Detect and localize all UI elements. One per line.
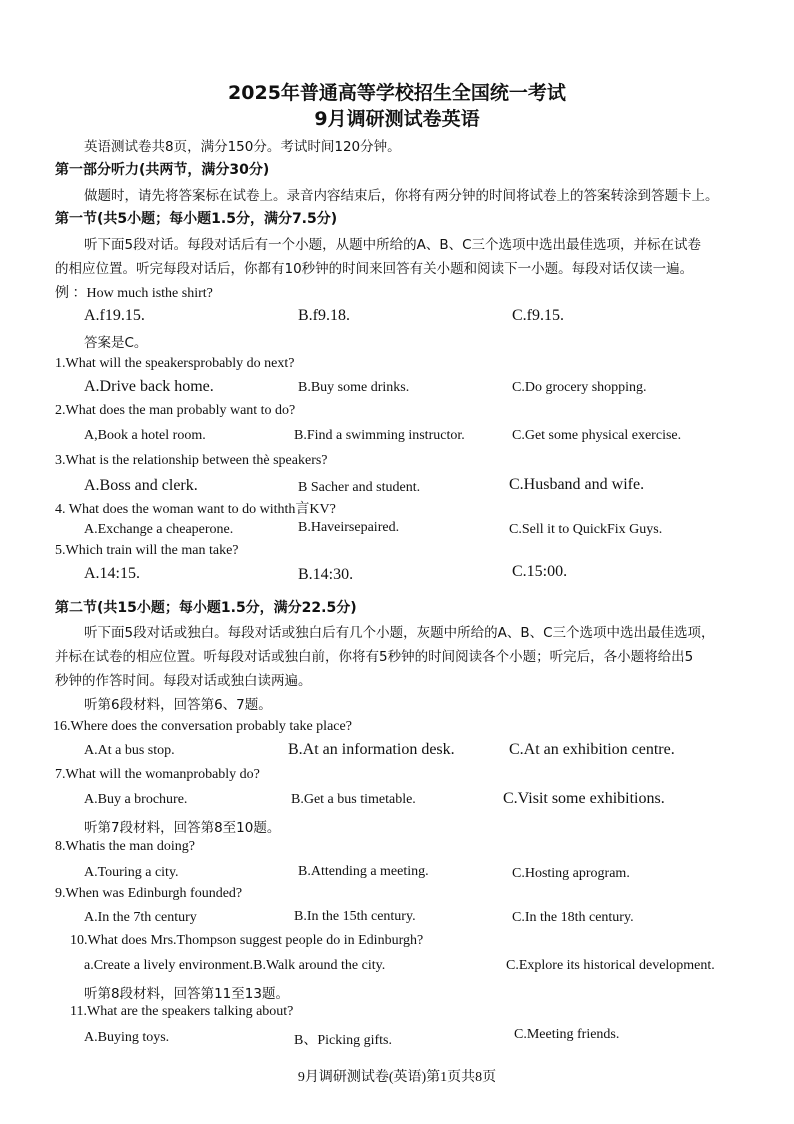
q7-option-b: B.Get a bus timetable.: [291, 792, 416, 807]
material-8-note: 听第8段材料，回答第11至13题。: [84, 986, 289, 1002]
question-9: 9.When was Edinburgh founded?: [55, 886, 243, 901]
exam-subtitle: 9月调研测试卷英语: [314, 108, 480, 130]
q11-option-c: C.Meeting friends.: [514, 1027, 620, 1042]
material-6-note: 听第6段材料，回答第6、7题。: [84, 697, 272, 713]
q3-option-a: A.Boss and clerk.: [84, 477, 198, 494]
example-answer: 答案是C。: [84, 335, 148, 351]
q16-option-c: C.At an exhibition centre.: [509, 741, 675, 758]
section2-instruction-line2: 并标在试卷的相应位置。听每段对话或独白前，你将有5秒钟的时间阅读各个小题；听完后，各小题将给出5: [55, 649, 694, 665]
q1-option-c: C.Do grocery shopping.: [512, 380, 647, 395]
question-7: 7.What will the womanprobably do?: [55, 767, 260, 782]
page-footer: 9月调研测试卷(英语)第1页共8页: [297, 1070, 497, 1085]
q8-option-a: A.Touring a city.: [84, 865, 179, 880]
q10-option-c: C.Explore its historical development.: [506, 958, 715, 973]
example-option-a: A.f19.15.: [84, 307, 145, 324]
question-11: 11.What are the speakers talking about?: [70, 1004, 294, 1019]
section1-instruction-line2: 的相应位置。听完每段对话后，你都有10秒钟的时间来回答有关小题和阅读下一小题。每段对话仅读一遍。: [55, 261, 694, 277]
q7-option-c: C.Visit some exhibitions.: [503, 790, 665, 807]
section2-heading: 第二节(共15小题；每小题1.5分，满分22.5分): [55, 600, 357, 616]
question-10: 10.What does Mrs.Thompson suggest people do in Edinburgh?: [70, 933, 424, 948]
q8-option-c: C.Hosting aprogram.: [512, 866, 630, 881]
q1-option-a: A.Drive back home.: [84, 378, 214, 395]
q9-option-b: B.In the 15th century.: [294, 909, 416, 924]
q4-option-b: B.Haveirsepaired.: [298, 520, 400, 535]
question-2: 2.What does the man probably want to do?: [55, 403, 296, 418]
section2-instruction-line3: 秒钟的作答时间。每段对话或独白读两遍。: [55, 673, 312, 689]
question-8: 8.Whatis the man doing?: [55, 839, 195, 854]
question-5: 5.Which train will the man take?: [55, 543, 239, 558]
q11-option-b: B、Picking gifts.: [294, 1033, 393, 1048]
q3-option-b: B Sacher and student.: [298, 480, 421, 495]
q2-option-b: B.Find a swimming instructor.: [294, 428, 465, 443]
example-option-c: C.f9.15.: [512, 307, 564, 324]
q2-option-c: C.Get some physical exercise.: [512, 428, 682, 443]
q9-option-c: C.In the 18th century.: [512, 910, 634, 925]
q4-option-a: A.Exchange a cheaperone.: [84, 522, 234, 537]
q9-option-a: A.In the 7th century: [84, 910, 197, 925]
section1-instruction-line1: 听下面5段对话。每段对话后有一个小题，从题中所给的A、B、C三个选项中选出最佳选项，并标在试卷: [84, 237, 702, 253]
intro-text: 英语测试卷共8页，满分150分。考试时间120分钟。: [84, 139, 401, 155]
part1-heading: 第一部分听力(共两节，满分30分): [55, 162, 270, 178]
q5-option-c: C.15:00.: [512, 563, 568, 580]
example-question: 例 ：How much isthe shirt?: [55, 286, 213, 301]
question-1: 1.What will the speakersprobably do next?: [55, 356, 295, 371]
q11-option-a: A.Buying toys.: [84, 1030, 170, 1045]
q3-option-c: C.Husband and wife.: [509, 476, 645, 493]
section1-heading: 第一节(共5小题；每小题1.5分，满分7.5分): [55, 211, 338, 227]
q10-option-ab: a.Create a lively environment.B.Walk around the city.: [84, 958, 386, 973]
q16-option-a: A.At a bus stop.: [84, 743, 175, 758]
question-4: 4. What does the woman want to do withth言KV?: [55, 502, 336, 517]
material-7-note: 听第7段材料，回答第8至10题。: [84, 820, 281, 836]
example-option-b: B.f9.18.: [298, 307, 350, 324]
q8-option-b: B.Attending a meeting.: [298, 864, 429, 879]
question-3: 3.What is the relationship between thè speakers?: [55, 453, 328, 468]
part1-instruction: 做题时，请先将答案标在试卷上。录音内容结束后，你将有两分钟的时间将试卷上的答案转涂到答题卡上。: [84, 188, 719, 204]
q1-option-b: B.Buy some drinks.: [298, 380, 410, 395]
exam-title: 2025年普通高等学校招生全国统一考试: [228, 82, 566, 104]
section2-instruction-line1: 听下面5段对话或独白。每段对话或独白后有几个小题，灰题中所给的A、B、C三个选项中选出最佳选项，: [84, 625, 715, 641]
question-16: 16.Where does the conversation probably take place?: [53, 719, 352, 734]
q5-option-b: B.14:30.: [298, 566, 354, 583]
q4-option-c: C.Sell it to QuickFix Guys.: [509, 522, 663, 537]
q2-option-a: A,Book a hotel room.: [84, 428, 206, 443]
q16-option-b: B.At an information desk.: [288, 741, 455, 758]
q5-option-a: A.14:15.: [84, 565, 140, 582]
q7-option-a: A.Buy a brochure.: [84, 792, 188, 807]
